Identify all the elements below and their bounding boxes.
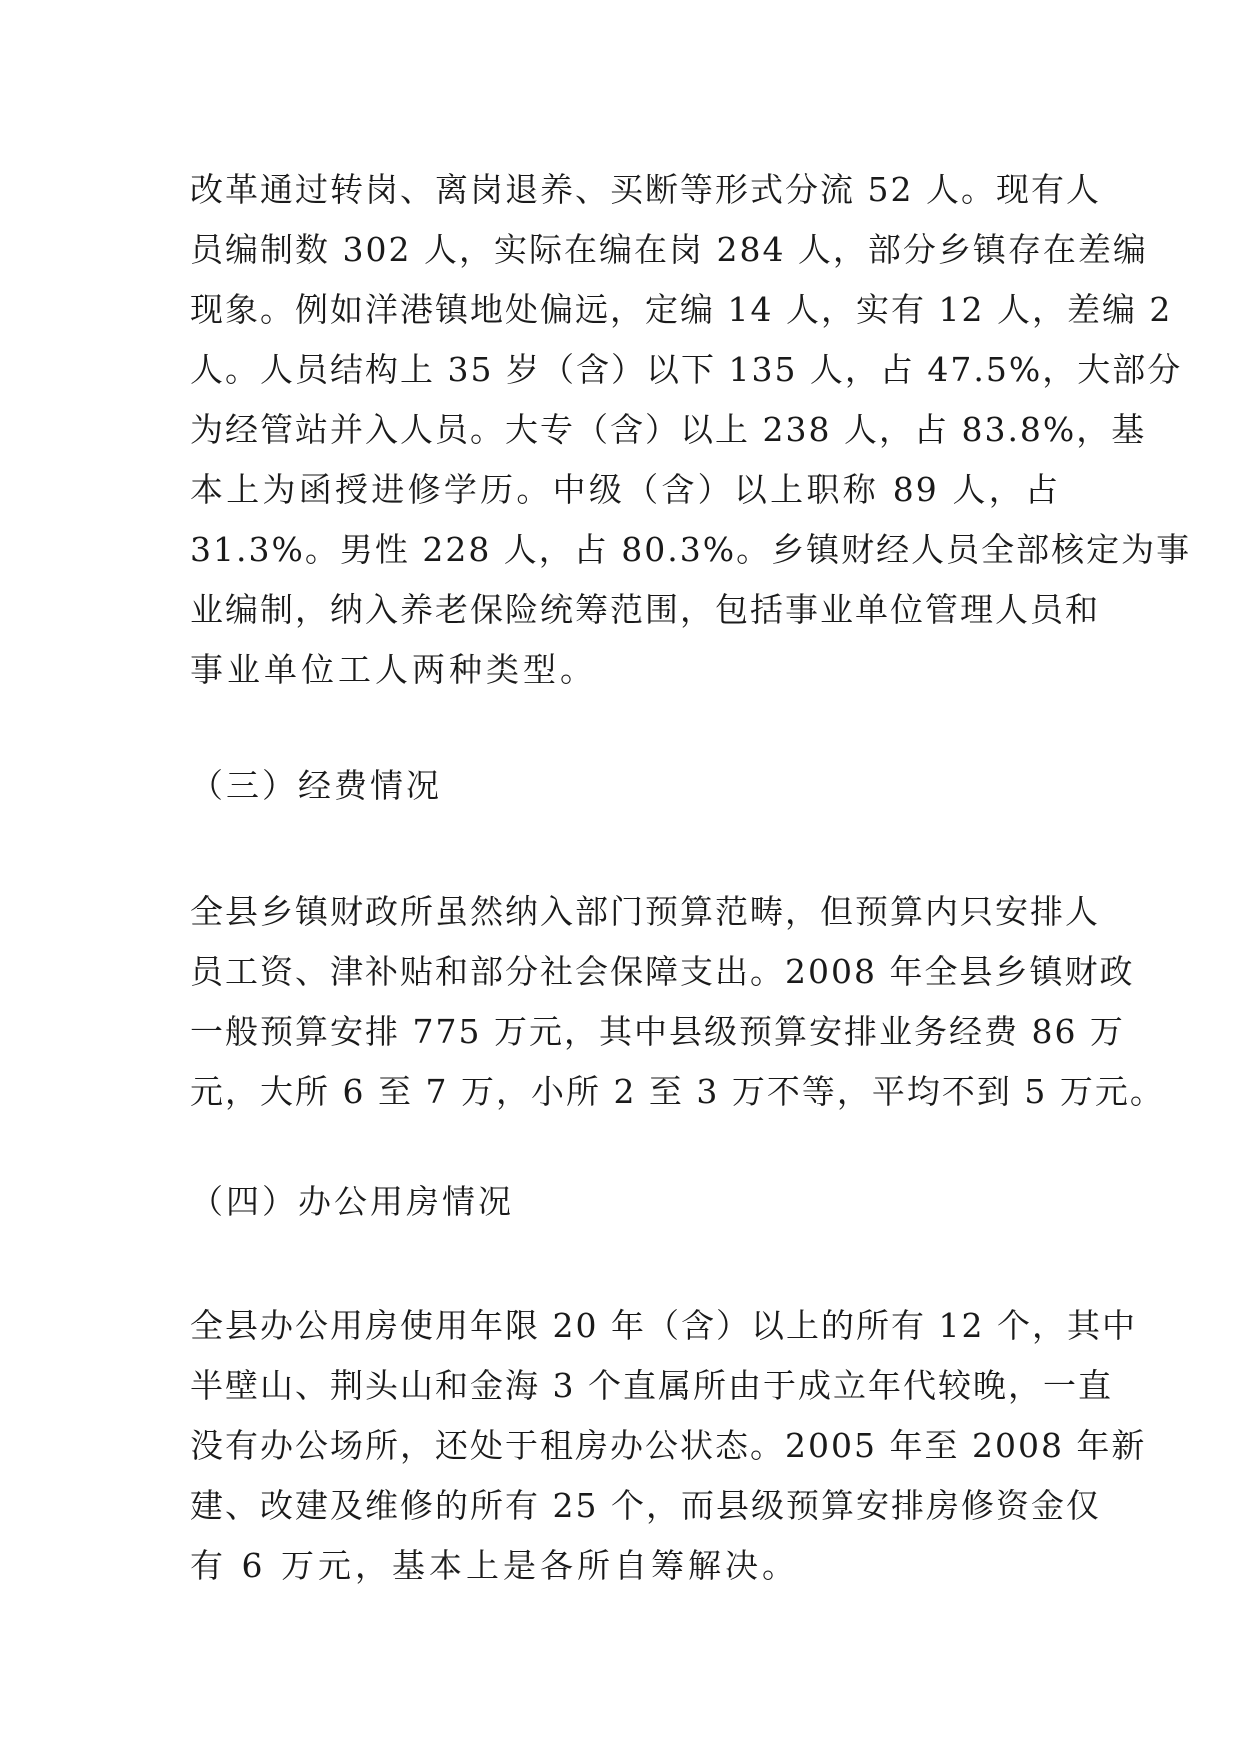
text-line: 31.3%。男性 228 人，占 80.3%。乡镇财经人员全部核定为事	[190, 530, 1192, 569]
text-line: 没有办公场所，还处于租房办公状态。2005 年至 2008 年新	[190, 1426, 1147, 1465]
text-line: 业编制，纳入养老保险统筹范围，包括事业单位管理人员和	[190, 590, 1100, 629]
text-line: 元，大所 6 至 7 万，小所 2 至 3 万不等，平均不到 5 万元。	[190, 1072, 1165, 1111]
text-line: 员编制数 302 人，实际在编在岗 284 人，部分乡镇存在差编	[190, 230, 1148, 269]
section-heading-office: （四）办公用房情况	[190, 1182, 514, 1221]
paragraph-personnel	[190, 160, 1192, 700]
text-line: 员工资、津补贴和部分社会保障支出。2008 年全县乡镇财政	[190, 952, 1135, 991]
text-line: 有 6 万元，基本上是各所自筹解决。	[190, 1546, 799, 1585]
text-line: 一般预算安排 775 万元，其中县级预算安排业务经费 86 万	[190, 1012, 1125, 1051]
text-line: 改革通过转岗、离岗退养、买断等形式分流 52 人。现有人	[190, 170, 1101, 209]
text-line: 半壁山、荆头山和金海 3 个直属所由于成立年代较晚，一直	[190, 1366, 1113, 1405]
text-line: 本上为函授进修学历。中级（含）以上职称 89 人，占	[190, 470, 1060, 509]
text-line: 全县乡镇财政所虽然纳入部门预算范畴，但预算内只安排人	[190, 892, 1100, 931]
paragraph-office	[190, 1296, 1147, 1596]
text-line: 事业单位工人两种类型。	[190, 650, 597, 689]
text-line: 为经管站并入人员。大专（含）以上 238 人，占 83.8%，基	[190, 410, 1147, 449]
paragraph-funding	[190, 882, 1165, 1122]
text-line: 全县办公用房使用年限 20 年（含）以上的所有 12 个，其中	[190, 1306, 1137, 1345]
text-line: 现象。例如洋港镇地处偏远，定编 14 人，实有 12 人，差编 2	[190, 290, 1173, 329]
text-line: 人。人员结构上 35 岁（含）以下 135 人，占 47.5%，大部分	[190, 350, 1183, 389]
section-heading-funding: （三）经费情况	[190, 766, 442, 805]
text-line: 建、改建及维修的所有 25 个，而县级预算安排房修资金仅	[190, 1486, 1101, 1525]
